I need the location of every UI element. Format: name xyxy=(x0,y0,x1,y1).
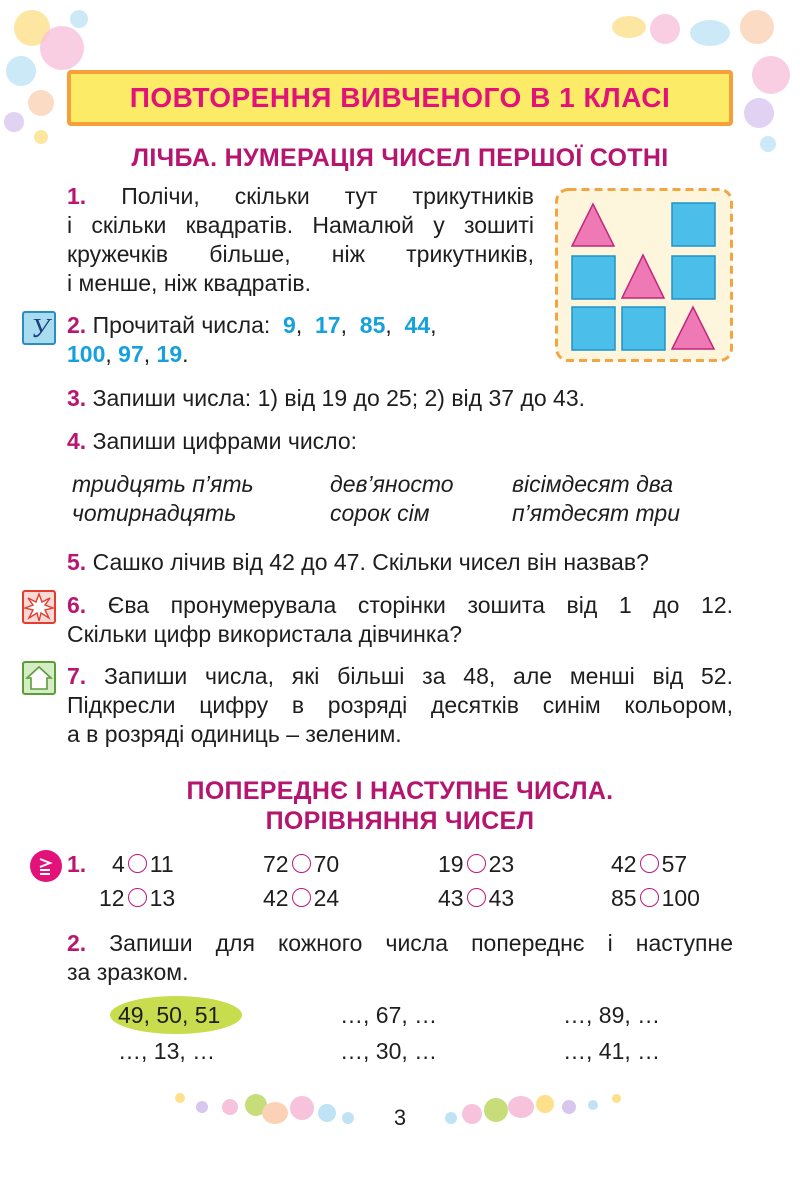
number-value: 9 xyxy=(283,312,296,338)
shapes-illustration xyxy=(555,188,733,362)
task-line: Скільки цифр використала дівчинка? xyxy=(67,621,462,647)
task-number: 1. xyxy=(67,851,87,877)
task-5 xyxy=(67,548,649,577)
number-value: 100 xyxy=(67,341,106,367)
task-line: кружечків більше, ніж трикутників, xyxy=(67,241,534,267)
sequence-item: …, 67, … xyxy=(340,1002,438,1028)
section-title-line: ПОПЕРЕДНЄ І НАСТУПНЕ ЧИСЛА. xyxy=(186,777,614,805)
sample-sequence: 49, 50, 51 xyxy=(118,1002,221,1028)
compare-item: 12 13 xyxy=(99,885,176,911)
task-number: 2. xyxy=(67,930,87,956)
task-b2 xyxy=(67,929,733,987)
number-word: дев’яносто xyxy=(330,471,454,497)
shapes-picture xyxy=(555,188,733,362)
square-shape xyxy=(672,203,715,246)
task-line: а в розряді одиниць – зеленим. xyxy=(67,721,402,747)
compare-circle[interactable] xyxy=(467,854,486,873)
task-6 xyxy=(67,591,733,649)
task-number: 6. xyxy=(67,592,87,618)
task-number: 3. xyxy=(67,385,87,411)
number-value: 17 xyxy=(315,312,341,338)
task-4 xyxy=(67,427,357,456)
square-shape xyxy=(572,307,615,350)
task-line: і менше, ніж квадратів. xyxy=(67,270,311,296)
page-title: ПОВТОРЕННЯ ВИВЧЕНОГО В 1 КЛАСІ xyxy=(129,82,671,113)
compare-circle[interactable] xyxy=(292,854,311,873)
starburst-icon xyxy=(22,590,56,624)
task-line: Єва пронумерувала сторінки зошита від 1 до 12. xyxy=(107,592,733,618)
task-number: 2. xyxy=(67,312,87,338)
compare-sign-icon xyxy=(30,850,62,882)
sequence-item: …, 41, … xyxy=(563,1038,661,1064)
compare-circle[interactable] xyxy=(640,854,659,873)
task-1 xyxy=(67,182,534,298)
task-text: Прочитай числа: xyxy=(92,312,271,338)
task-text: Сашко лічив від 42 до 47. Скільки чисел він назвав? xyxy=(92,549,649,575)
task-number: 4. xyxy=(67,428,87,454)
compare-task-number-wrap xyxy=(67,850,86,879)
section-title: ЛІЧБА. НУМЕРАЦІЯ ЧИСЕЛ ПЕРШОЇ СОТНІ xyxy=(131,144,669,172)
number-word: чотирнадцять xyxy=(72,500,237,526)
compare-item: 42 57 xyxy=(611,851,688,877)
task-2: 2. Прочитай числа: 9, 17, 85, 44, 100, 97, 19. xyxy=(67,312,437,367)
number-value: 85 xyxy=(359,312,386,338)
task-number: 7. xyxy=(67,663,87,689)
number-value: 19 xyxy=(156,341,183,367)
cursive-u-icon: У xyxy=(22,311,56,345)
compare-circle[interactable] xyxy=(467,888,486,907)
number-word: вісімдесят два xyxy=(512,471,674,497)
task-line: за зразком. xyxy=(67,959,189,985)
task-line: Запиши числа, які більші за 48, але менші від 52. xyxy=(103,663,733,689)
compare-item: 72 70 xyxy=(263,851,340,877)
task-text: Запиши цифрами число: xyxy=(92,428,358,454)
house-icon xyxy=(22,661,56,695)
compare-item: 43 43 xyxy=(438,885,515,911)
task-number: 5. xyxy=(67,549,87,575)
task-number: 1. xyxy=(67,183,87,209)
task-3 xyxy=(67,384,585,413)
task-7 xyxy=(67,662,733,749)
section-title-line: ПОРІВНЯННЯ ЧИСЕЛ xyxy=(265,807,535,835)
header-banner xyxy=(67,70,733,126)
number-value: 97 xyxy=(118,341,144,367)
number-value: 44 xyxy=(404,312,431,338)
compare-circle[interactable] xyxy=(640,888,659,907)
square-shape xyxy=(622,307,665,350)
compare-item: 19 23 xyxy=(438,851,515,877)
number-word: тридцять п’ять xyxy=(72,471,254,497)
task-line: і скільки квадратів. Намалюй у зошиті xyxy=(67,212,534,238)
compare-circle[interactable] xyxy=(128,888,147,907)
number-word: п’ятдесят три xyxy=(512,500,681,526)
compare-item: 85 100 xyxy=(611,885,700,911)
number-word: сорок сім xyxy=(330,500,430,526)
task-text: Запиши числа: 1) від 19 до 25; 2) від 37 до 43. xyxy=(92,385,586,411)
sequence-item: …, 13, … xyxy=(118,1038,216,1064)
square-shape xyxy=(672,256,715,299)
square-shape xyxy=(572,256,615,299)
task-line: Підкресли цифру в розряді десятків синім кольором, xyxy=(67,692,733,718)
compare-item: 4 11 xyxy=(112,851,174,877)
compare-circle[interactable] xyxy=(292,888,311,907)
sequence-item: …, 89, … xyxy=(563,1002,661,1028)
task-line: Полічи, скільки тут трикутників xyxy=(121,183,535,209)
task-line: Запиши для кожного числа попереднє і наступне xyxy=(109,930,733,956)
section-title xyxy=(0,776,800,836)
compare-item: 42 24 xyxy=(263,885,340,911)
compare-circle[interactable] xyxy=(128,854,147,873)
sequence-item: …, 30, … xyxy=(340,1038,438,1064)
page-number: 3 xyxy=(393,1105,407,1130)
